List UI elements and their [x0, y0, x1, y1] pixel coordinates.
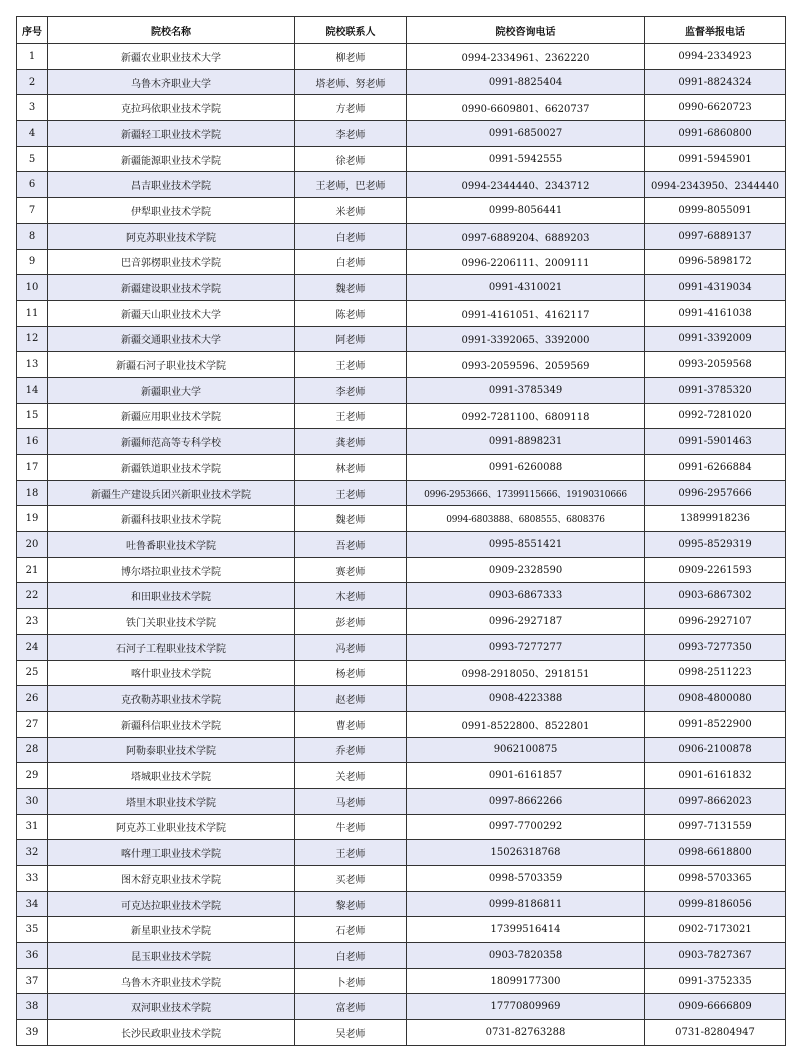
header-report-phone: 监督举报电话	[645, 17, 786, 44]
cell-consult-phone: 0990-6609801、6620737	[407, 95, 645, 121]
cell-consult-phone: 0994-2344440、2343712	[407, 172, 645, 198]
cell-contact-person: 曹老师	[295, 711, 407, 737]
table-row	[17, 866, 786, 892]
cell-contact-person: 魏老师	[295, 275, 407, 301]
cell-contact-person: 白老师	[295, 223, 407, 249]
cell-consult-phone: 0993-2059596、2059569	[407, 352, 645, 378]
table-row	[17, 917, 786, 943]
cell-consult-phone: 0999-8056441	[407, 198, 645, 224]
cell-index: 24	[17, 634, 48, 660]
cell-report-phone: 0999-8055091	[645, 198, 786, 224]
cell-contact-person: 王老师，巴老师	[295, 172, 407, 198]
cell-consult-phone: 0991-6260088	[407, 455, 645, 481]
cell-contact-person: 魏老师	[295, 506, 407, 532]
cell-report-phone: 0995-8529319	[645, 532, 786, 558]
cell-index: 28	[17, 737, 48, 763]
table-row	[17, 249, 786, 275]
cell-consult-phone: 0991-8522800、8522801	[407, 711, 645, 737]
cell-school-name: 昌吉职业技术学院	[48, 172, 295, 198]
cell-school-name: 可克达拉职业技术学院	[48, 891, 295, 917]
cell-index: 22	[17, 583, 48, 609]
cell-consult-phone: 0997-7700292	[407, 814, 645, 840]
cell-consult-phone: 0997-6889204、6889203	[407, 223, 645, 249]
cell-consult-phone: 0998-5703359	[407, 866, 645, 892]
table-row	[17, 275, 786, 301]
cell-report-phone: 0991-3785320	[645, 377, 786, 403]
cell-contact-person: 李老师	[295, 121, 407, 147]
cell-contact-person: 柳老师	[295, 44, 407, 70]
cell-index: 17	[17, 455, 48, 481]
cell-contact-person: 关老师	[295, 763, 407, 789]
cell-contact-person: 赵老师	[295, 686, 407, 712]
cell-school-name: 塔城职业技术学院	[48, 763, 295, 789]
cell-index: 33	[17, 866, 48, 892]
table-row	[17, 1020, 786, 1046]
cell-report-phone: 0908-4800080	[645, 686, 786, 712]
cell-school-name: 昆玉职业技术学院	[48, 943, 295, 969]
cell-consult-phone: 0997-8662266	[407, 788, 645, 814]
table-row	[17, 455, 786, 481]
cell-contact-person: 米老师	[295, 198, 407, 224]
cell-consult-phone: 0731-82763288	[407, 1020, 645, 1046]
cell-report-phone: 0731-82804947	[645, 1020, 786, 1046]
cell-contact-person: 卜老师	[295, 968, 407, 994]
cell-consult-phone: 17770809969	[407, 994, 645, 1020]
cell-school-name: 双河职业技术学院	[48, 994, 295, 1020]
cell-school-name: 阿克苏职业技术学院	[48, 223, 295, 249]
cell-contact-person: 石老师	[295, 917, 407, 943]
cell-consult-phone: 0991-4310021	[407, 275, 645, 301]
cell-report-phone: 0998-2511223	[645, 660, 786, 686]
cell-school-name: 乌鲁木齐职业技术学院	[48, 968, 295, 994]
cell-report-phone: 0991-8824324	[645, 69, 786, 95]
cell-consult-phone: 0995-8551421	[407, 532, 645, 558]
cell-index: 9	[17, 249, 48, 275]
cell-contact-person: 吴老师	[295, 1020, 407, 1046]
cell-index: 6	[17, 172, 48, 198]
cell-report-phone: 0991-5901463	[645, 429, 786, 455]
cell-school-name: 吐鲁番职业技术学院	[48, 532, 295, 558]
cell-report-phone: 0991-4161038	[645, 300, 786, 326]
cell-index: 37	[17, 968, 48, 994]
cell-school-name: 新疆师范高等专科学校	[48, 429, 295, 455]
cell-contact-person: 冯老师	[295, 634, 407, 660]
cell-school-name: 石河子工程职业技术学院	[48, 634, 295, 660]
cell-report-phone: 0991-3392009	[645, 326, 786, 352]
cell-contact-person: 赛老师	[295, 557, 407, 583]
cell-consult-phone: 0901-6161857	[407, 763, 645, 789]
header-consult-phone: 院校咨询电话	[407, 17, 645, 44]
table-row	[17, 737, 786, 763]
cell-index: 39	[17, 1020, 48, 1046]
cell-contact-person: 彭老师	[295, 609, 407, 635]
cell-consult-phone: 0903-7820358	[407, 943, 645, 969]
table-body	[17, 44, 786, 1046]
cell-school-name: 新疆能源职业技术学院	[48, 146, 295, 172]
table-row	[17, 121, 786, 147]
cell-index: 34	[17, 891, 48, 917]
cell-school-name: 新疆交通职业技术大学	[48, 326, 295, 352]
table-row	[17, 891, 786, 917]
cell-index: 16	[17, 429, 48, 455]
cell-report-phone: 0993-7277350	[645, 634, 786, 660]
cell-report-phone: 0901-6161832	[645, 763, 786, 789]
cell-consult-phone: 0991-4161051、4162117	[407, 300, 645, 326]
cell-contact-person: 陈老师	[295, 300, 407, 326]
cell-index: 19	[17, 506, 48, 532]
cell-contact-person: 王老师	[295, 480, 407, 506]
cell-consult-phone: 17399516414	[407, 917, 645, 943]
table-row	[17, 326, 786, 352]
table-row	[17, 840, 786, 866]
cell-school-name: 新疆农业职业技术大学	[48, 44, 295, 70]
cell-report-phone: 0996-2957666	[645, 480, 786, 506]
cell-school-name: 新疆天山职业技术大学	[48, 300, 295, 326]
cell-index: 7	[17, 198, 48, 224]
cell-school-name: 阿克苏工业职业技术学院	[48, 814, 295, 840]
cell-index: 38	[17, 994, 48, 1020]
table-row	[17, 686, 786, 712]
cell-contact-person: 买老师	[295, 866, 407, 892]
cell-contact-person: 木老师	[295, 583, 407, 609]
cell-school-name: 喀什职业技术学院	[48, 660, 295, 686]
table-row	[17, 506, 786, 532]
cell-index: 30	[17, 788, 48, 814]
table-row	[17, 95, 786, 121]
college-contact-table	[16, 16, 786, 1046]
cell-index: 35	[17, 917, 48, 943]
cell-school-name: 新星职业技术学院	[48, 917, 295, 943]
contact-table-container	[16, 16, 785, 1046]
cell-index: 15	[17, 403, 48, 429]
cell-consult-phone: 0996-2927187	[407, 609, 645, 635]
table-row	[17, 429, 786, 455]
cell-school-name: 伊犁职业技术学院	[48, 198, 295, 224]
cell-consult-phone: 0991-6850027	[407, 121, 645, 147]
cell-contact-person: 李老师	[295, 377, 407, 403]
cell-contact-person: 龚老师	[295, 429, 407, 455]
cell-school-name: 新疆科技职业技术学院	[48, 506, 295, 532]
cell-school-name: 长沙民政职业技术学院	[48, 1020, 295, 1046]
table-row	[17, 583, 786, 609]
table-row	[17, 763, 786, 789]
cell-report-phone: 0991-6860800	[645, 121, 786, 147]
table-row	[17, 943, 786, 969]
cell-contact-person: 白老师	[295, 249, 407, 275]
cell-school-name: 新疆应用职业技术学院	[48, 403, 295, 429]
cell-report-phone: 0909-2261593	[645, 557, 786, 583]
cell-consult-phone: 0903-6867333	[407, 583, 645, 609]
cell-index: 14	[17, 377, 48, 403]
cell-school-name: 喀什理工职业技术学院	[48, 840, 295, 866]
table-row	[17, 711, 786, 737]
table-row	[17, 660, 786, 686]
cell-school-name: 新疆石河子职业技术学院	[48, 352, 295, 378]
cell-report-phone: 0991-5945901	[645, 146, 786, 172]
cell-index: 18	[17, 480, 48, 506]
cell-school-name: 新疆职业大学	[48, 377, 295, 403]
cell-consult-phone: 9062100875	[407, 737, 645, 763]
header-index: 序号	[17, 17, 48, 44]
cell-report-phone: 0996-2927107	[645, 609, 786, 635]
cell-consult-phone: 0994-6803888、6808555、6808376	[407, 506, 645, 532]
cell-report-phone: 0906-2100878	[645, 737, 786, 763]
cell-contact-person: 黎老师	[295, 891, 407, 917]
cell-index: 25	[17, 660, 48, 686]
cell-index: 4	[17, 121, 48, 147]
table-row	[17, 788, 786, 814]
cell-report-phone: 0998-6618800	[645, 840, 786, 866]
cell-report-phone: 0991-8522900	[645, 711, 786, 737]
table-row	[17, 146, 786, 172]
header-school-name: 院校名称	[48, 17, 295, 44]
cell-index: 23	[17, 609, 48, 635]
cell-consult-phone: 0991-8898231	[407, 429, 645, 455]
cell-contact-person: 塔老师、努老师	[295, 69, 407, 95]
cell-report-phone: 0902-7173021	[645, 917, 786, 943]
cell-contact-person: 白老师	[295, 943, 407, 969]
table-row	[17, 609, 786, 635]
cell-consult-phone: 0991-3392065、3392000	[407, 326, 645, 352]
cell-index: 12	[17, 326, 48, 352]
cell-contact-person: 王老师	[295, 352, 407, 378]
cell-school-name: 乌鲁木齐职业大学	[48, 69, 295, 95]
cell-consult-phone: 15026318768	[407, 840, 645, 866]
cell-school-name: 新疆建设职业技术学院	[48, 275, 295, 301]
cell-consult-phone: 0908-4223388	[407, 686, 645, 712]
cell-school-name: 新疆轻工职业技术学院	[48, 121, 295, 147]
table-header-row	[17, 17, 786, 44]
table-row	[17, 198, 786, 224]
cell-report-phone: 0994-2334923	[645, 44, 786, 70]
cell-report-phone: 0993-2059568	[645, 352, 786, 378]
cell-contact-person: 富老师	[295, 994, 407, 1020]
cell-report-phone: 0999-8186056	[645, 891, 786, 917]
cell-consult-phone: 0991-5942555	[407, 146, 645, 172]
cell-index: 8	[17, 223, 48, 249]
cell-contact-person: 马老师	[295, 788, 407, 814]
table-row	[17, 300, 786, 326]
cell-contact-person: 阿老师	[295, 326, 407, 352]
table-row	[17, 44, 786, 70]
cell-contact-person: 徐老师	[295, 146, 407, 172]
cell-report-phone: 0992-7281020	[645, 403, 786, 429]
cell-school-name: 和田职业技术学院	[48, 583, 295, 609]
cell-consult-phone: 0996-2953666、17399115666、19190310666	[407, 480, 645, 506]
cell-school-name: 巴音郭楞职业技术学院	[48, 249, 295, 275]
cell-consult-phone: 0991-3785349	[407, 377, 645, 403]
cell-report-phone: 0991-6266884	[645, 455, 786, 481]
cell-consult-phone: 18099177300	[407, 968, 645, 994]
table-row	[17, 994, 786, 1020]
cell-contact-person: 王老师	[295, 840, 407, 866]
cell-consult-phone: 0993-7277277	[407, 634, 645, 660]
cell-school-name: 阿勒泰职业技术学院	[48, 737, 295, 763]
cell-index: 29	[17, 763, 48, 789]
table-row	[17, 968, 786, 994]
cell-consult-phone: 0994-2334961、2362220	[407, 44, 645, 70]
table-row	[17, 814, 786, 840]
cell-report-phone: 13899918236	[645, 506, 786, 532]
cell-school-name: 铁门关职业技术学院	[48, 609, 295, 635]
cell-consult-phone: 0909-2328590	[407, 557, 645, 583]
table-row	[17, 532, 786, 558]
table-row	[17, 352, 786, 378]
cell-index: 27	[17, 711, 48, 737]
cell-index: 20	[17, 532, 48, 558]
table-row	[17, 634, 786, 660]
cell-index: 3	[17, 95, 48, 121]
cell-report-phone: 0991-4319034	[645, 275, 786, 301]
table-row	[17, 223, 786, 249]
cell-report-phone: 0994-2343950、2344440	[645, 172, 786, 198]
cell-report-phone: 0997-6889137	[645, 223, 786, 249]
cell-school-name: 新疆科信职业技术学院	[48, 711, 295, 737]
cell-contact-person: 林老师	[295, 455, 407, 481]
table-row	[17, 557, 786, 583]
cell-index: 11	[17, 300, 48, 326]
cell-report-phone: 0997-8662023	[645, 788, 786, 814]
cell-school-name: 新疆生产建设兵团兴新职业技术学院	[48, 480, 295, 506]
cell-index: 13	[17, 352, 48, 378]
cell-index: 36	[17, 943, 48, 969]
cell-contact-person: 杨老师	[295, 660, 407, 686]
table-row	[17, 377, 786, 403]
cell-report-phone: 0903-6867302	[645, 583, 786, 609]
cell-contact-person: 吾老师	[295, 532, 407, 558]
cell-school-name: 克拉玛依职业技术学院	[48, 95, 295, 121]
cell-report-phone: 0909-6666809	[645, 994, 786, 1020]
cell-report-phone: 0998-5703365	[645, 866, 786, 892]
cell-report-phone: 0903-7827367	[645, 943, 786, 969]
cell-school-name: 博尔塔拉职业技术学院	[48, 557, 295, 583]
cell-consult-phone: 0999-8186811	[407, 891, 645, 917]
cell-school-name: 塔里木职业技术学院	[48, 788, 295, 814]
table-row	[17, 172, 786, 198]
cell-report-phone: 0997-7131559	[645, 814, 786, 840]
table-row	[17, 403, 786, 429]
cell-index: 5	[17, 146, 48, 172]
cell-school-name: 克孜勒苏职业技术学院	[48, 686, 295, 712]
cell-report-phone: 0996-5898172	[645, 249, 786, 275]
cell-contact-person: 王老师	[295, 403, 407, 429]
cell-index: 1	[17, 44, 48, 70]
header-contact-person: 院校联系人	[295, 17, 407, 44]
cell-contact-person: 方老师	[295, 95, 407, 121]
cell-school-name: 新疆铁道职业技术学院	[48, 455, 295, 481]
cell-contact-person: 牛老师	[295, 814, 407, 840]
cell-consult-phone: 0991-8825404	[407, 69, 645, 95]
cell-school-name: 图木舒克职业技术学院	[48, 866, 295, 892]
cell-index: 2	[17, 69, 48, 95]
cell-index: 32	[17, 840, 48, 866]
cell-report-phone: 0990-6620723	[645, 95, 786, 121]
cell-consult-phone: 0998-2918050、2918151	[407, 660, 645, 686]
cell-index: 26	[17, 686, 48, 712]
cell-index: 21	[17, 557, 48, 583]
cell-consult-phone: 0992-7281100、6809118	[407, 403, 645, 429]
cell-contact-person: 乔老师	[295, 737, 407, 763]
cell-index: 31	[17, 814, 48, 840]
cell-consult-phone: 0996-2206111、2009111	[407, 249, 645, 275]
table-row	[17, 69, 786, 95]
cell-report-phone: 0991-3752335	[645, 968, 786, 994]
table-row	[17, 480, 786, 506]
cell-index: 10	[17, 275, 48, 301]
